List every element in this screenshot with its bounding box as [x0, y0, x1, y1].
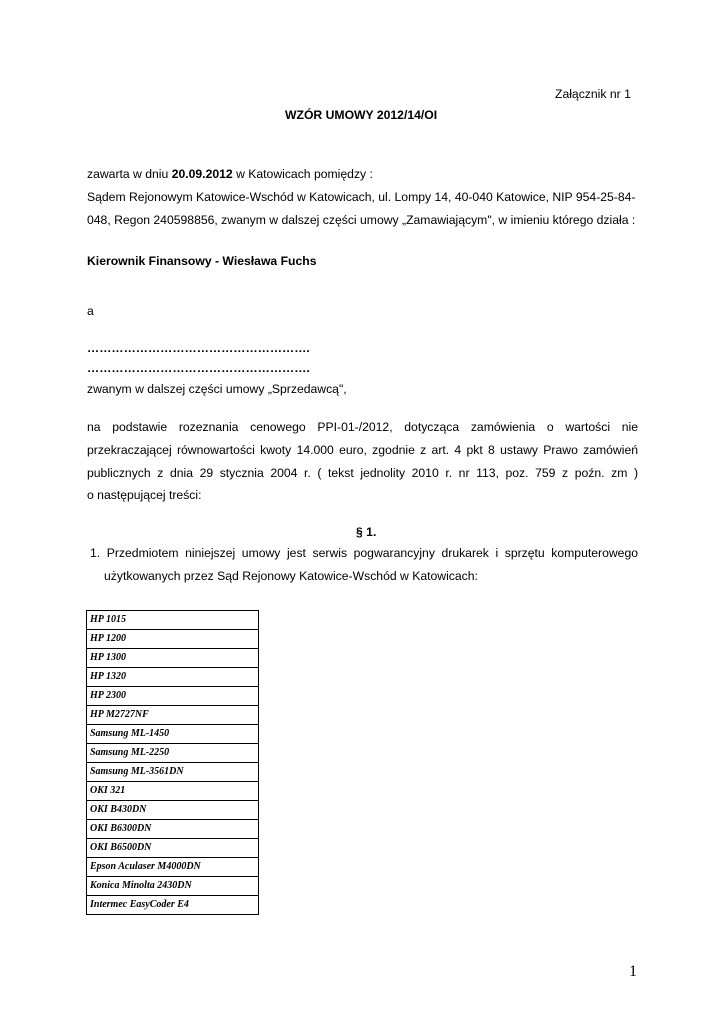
- table-row: [87, 782, 259, 801]
- section-heading: § 1.: [356, 525, 377, 539]
- intro-line-2: Sądem Rejonowym Katowice-Wschód w Katowicach, ul. Lompy 14, 40-040 Katowice, NIP 954-25-84-: [87, 190, 636, 204]
- table-row: [87, 611, 259, 630]
- table-row: [87, 763, 259, 782]
- table-row: [87, 649, 259, 668]
- device-cell: Samsung ML-3561DN: [87, 763, 259, 782]
- basis-line-2: przekraczającej równowartości kwoty 14.000 euro, zgodnie z art. 4 pkt 8 ustawy Prawo zamówień: [87, 443, 638, 457]
- table-row: [87, 725, 259, 744]
- contract-date: 20.09.2012: [171, 167, 233, 181]
- device-cell: OKI B6500DN: [87, 839, 259, 858]
- device-cell: Epson Aculaser M4000DN: [87, 858, 259, 877]
- device-cell: Samsung ML-2250: [87, 744, 259, 763]
- table-row: [87, 630, 259, 649]
- device-table: [86, 610, 259, 915]
- seller-placeholder-2: ……………………………………………….: [87, 361, 310, 375]
- basis-line-4: o następującej treści:: [87, 488, 202, 502]
- intro-suffix: w Katowicach pomiędzy :: [232, 167, 373, 181]
- device-cell: HP 2300: [87, 687, 259, 706]
- device-cell: Intermec EasyCoder E4: [87, 896, 259, 915]
- device-cell: OKI B430DN: [87, 801, 259, 820]
- device-cell: HP 1300: [87, 649, 259, 668]
- table-row: [87, 801, 259, 820]
- device-cell: HP M2727NF: [87, 706, 259, 725]
- section-point-1: 1. Przedmiotem niniejszej umowy jest serwis pogwarancyjny drukarek i sprzętu komputerowego: [90, 546, 638, 560]
- intro-line-3: 048, Regon 240598856, zwanym w dalszej części umowy „Zamawiającym", w imieniu którego działa :: [87, 213, 636, 227]
- table-row: [87, 668, 259, 687]
- table-row: [87, 839, 259, 858]
- basis-line-3: publicznych z dnia 29 stycznia 2004 r. ( tekst jednolity 2010 r. nr 113, poz. 759 z poźn. zm ): [87, 466, 638, 480]
- device-cell: HP 1015: [87, 611, 259, 630]
- conjunction: a: [87, 304, 94, 318]
- device-cell: HP 1320: [87, 668, 259, 687]
- intro-prefix: zawarta w dniu: [87, 167, 172, 181]
- device-cell: HP 1200: [87, 630, 259, 649]
- device-cell: Konica Minolta 2430DN: [87, 877, 259, 896]
- representative: Kierownik Finansowy - Wiesława Fuchs: [87, 254, 317, 268]
- table-row: [87, 877, 259, 896]
- attachment-label: Załącznik nr 1: [555, 87, 631, 101]
- table-row: [87, 706, 259, 725]
- document-title: WZÓR UMOWY 2012/14/OI: [285, 108, 438, 122]
- table-row: [87, 896, 259, 915]
- basis-line-1: na podstawie rozeznania cenowego PPI-01-/2012, dotycząca zamówienia o wartości nie: [87, 420, 638, 434]
- seller-placeholder-1: ……………………………………………….: [87, 341, 310, 355]
- table-row: [87, 858, 259, 877]
- page-number: 1: [629, 963, 637, 980]
- device-cell: OKI B6300DN: [87, 820, 259, 839]
- seller-named: zwanym w dalszej części umowy „Sprzedawcą",: [87, 382, 347, 396]
- device-cell: OKI 321: [87, 782, 259, 801]
- table-row: [87, 820, 259, 839]
- intro-line-1: [87, 167, 373, 181]
- device-cell: Samsung ML-1450: [87, 725, 259, 744]
- table-row: [87, 687, 259, 706]
- section-point-1-cont: użytkowanych przez Sąd Rejonowy Katowice-Wschód w Katowicach:: [104, 569, 478, 583]
- table-row: [87, 744, 259, 763]
